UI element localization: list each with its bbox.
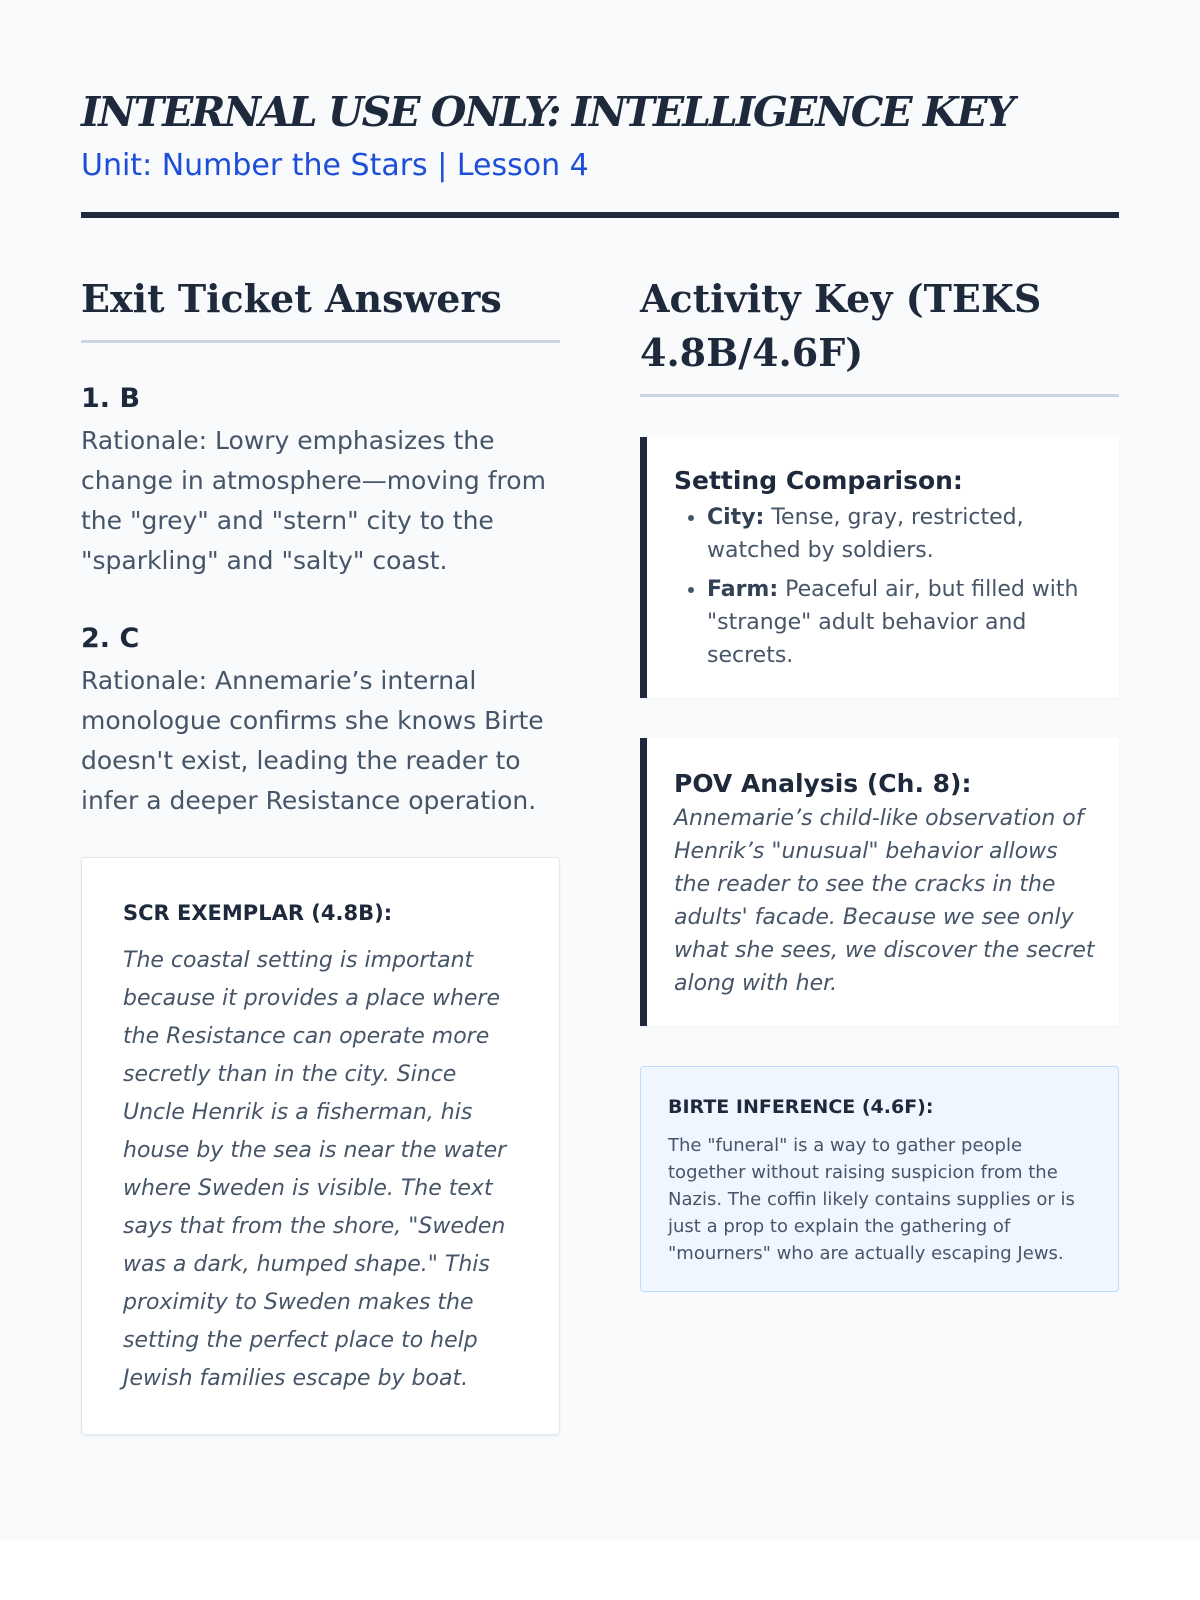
page-title: INTERNAL USE ONLY: INTELLIGENCE KEY: [81, 88, 1014, 136]
unit-lesson-subtitle: Unit: Number the Stars | Lesson 4: [81, 148, 589, 183]
setting-comparison-list: [674, 501, 1099, 672]
list-item: [707, 573, 1099, 672]
exit-ticket-heading: Exit Ticket Answers: [81, 272, 560, 343]
answer-label: 1. B: [81, 383, 141, 414]
birte-inference-text: The "funeral" is a way to gather people together without raising suspicion from the Nazis. The coffin likely contains supplies or is just a prop to explain the gathering of "mourners" who are actually escaping Jews.: [668, 1135, 1075, 1264]
pov-analysis-text: Annemarie’s child-like observation of Henrik’s "unusual" behavior allows the reader to see the cracks in the adults' facade. Because we see only what she sees, we discover the secret along with her.: [674, 806, 1095, 996]
activity-key-heading: Activity Key (TEKS 4.8B/4.6F): [640, 272, 1119, 397]
birte-inference-callout: [640, 1066, 1119, 1292]
scr-exemplar-card: [81, 857, 560, 1435]
answer-item: [81, 381, 560, 581]
answer-rationale: Rationale: Annemarie’s internal monologue confirms she knows Birte doesn't exist, leading the reader to infer a deeper Resistance operation.: [81, 666, 544, 815]
setting-description: Peaceful air, but filled with "strange" adult behavior and secrets.: [707, 577, 1079, 668]
page-header: [81, 78, 1119, 218]
content-columns: [81, 272, 1119, 1435]
header-divider: [81, 212, 1119, 218]
answer-label: 2. C: [81, 623, 140, 654]
scr-exemplar-label: SCR EXEMPLAR (4.8B):: [123, 901, 393, 925]
answer-item: [81, 621, 560, 821]
setting-term: Farm:: [707, 577, 779, 602]
setting-comparison-card: [640, 437, 1119, 698]
exit-ticket-column: [81, 272, 560, 1435]
pov-analysis-card: [640, 738, 1119, 1026]
pov-analysis-title: POV Analysis (Ch. 8):: [674, 769, 972, 798]
activity-key-column: [640, 272, 1119, 1435]
scr-exemplar-text: The coastal setting is important because it provides a place where the Resistance can operate more secretly than in the city. Since Uncle Henrik is a fisherman, his house by the sea is near the water where Sweden is visible. The text says that from the shore, "Sweden was a dark, humped shape." This proximity to Sweden makes the setting the perfect place to help Jewish families escape by boat.: [123, 948, 507, 1391]
birte-inference-label: BIRTE INFERENCE (4.6F):: [668, 1096, 934, 1118]
setting-comparison-title: Setting Comparison:: [674, 466, 963, 495]
list-item: [707, 501, 1099, 567]
answer-rationale: Rationale: Lowry emphasizes the change in atmosphere—moving from the "grey" and "stern" city to the "sparkling" and "salty" coast.: [81, 426, 546, 575]
setting-description: Tense, gray, restricted, watched by soldiers.: [707, 505, 1024, 563]
setting-term: City:: [707, 505, 765, 530]
